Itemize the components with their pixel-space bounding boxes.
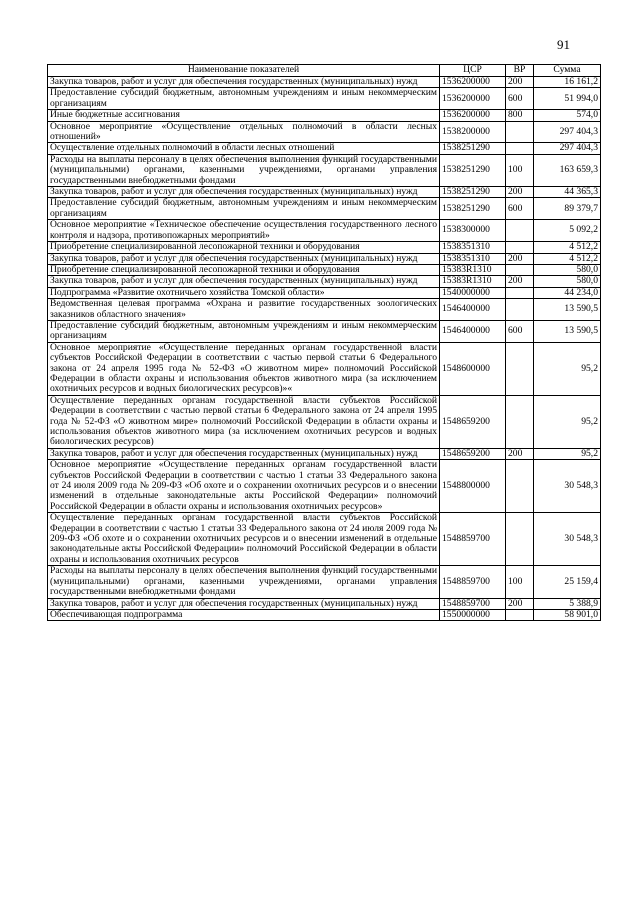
row-name-cell: Основное мероприятие «Техническое обеспечение осуществления государственного лесного контроля и надзора, противопожарных мероприятий»: [48, 220, 440, 242]
row-vr-cell: [506, 143, 534, 154]
row-csr-cell: 1536200000: [440, 110, 506, 121]
table-row: [48, 143, 601, 154]
row-sum-cell: 30 548,3: [534, 513, 601, 566]
row-sum-cell: 30 548,3: [534, 460, 601, 513]
table-row: [48, 242, 601, 253]
table-row: [48, 88, 601, 110]
row-csr-cell: 1536200000: [440, 77, 506, 88]
row-sum-cell: 5 092,2: [534, 220, 601, 242]
row-sum-cell: 13 590,5: [534, 320, 601, 342]
row-csr-cell: 1548859700: [440, 598, 506, 609]
table-header-row: [48, 65, 601, 77]
row-csr-cell: 1548800000: [440, 460, 506, 513]
row-sum-cell: 89 379,7: [534, 198, 601, 220]
row-csr-cell: 1538251290: [440, 143, 506, 154]
table-row: [48, 253, 601, 264]
row-csr-cell: 1538351310: [440, 242, 506, 253]
row-name-cell: Основное мероприятие «Осуществление переданных органам государственной власти субъектов Российской Федерации в соответствии с частью 1 статьи 33 Федерального закона от 24 июля 2009 года № 209-ФЗ «Об охоте и о сохранении охотничьих ресурсов и о внесении изменений в отдельные законодательные акты Российской Федерации» полномочий Российской Федерации в области охраны и использования охотничьих ресурсов»: [48, 460, 440, 513]
row-name-cell: Приобретение специализированной лесопожарной техники и оборудования: [48, 242, 440, 253]
row-name-cell: Ведомственная целевая программа «Охрана и развитие государственных зоологических заказников областного значения»: [48, 299, 440, 321]
row-csr-cell: 1538200000: [440, 121, 506, 143]
row-name-cell: Предоставление субсидий бюджетным, автономным учреждениям и иным некоммерческим организациям: [48, 88, 440, 110]
row-vr-cell: 200: [506, 448, 534, 459]
row-vr-cell: 200: [506, 598, 534, 609]
row-name-cell: Закупка товаров, работ и услуг для обеспечения государственных (муниципальных) нужд: [48, 253, 440, 264]
table-row: [48, 460, 601, 513]
header-name: Наименование показателей: [48, 65, 440, 77]
table-row: [48, 264, 601, 275]
row-vr-cell: [506, 342, 534, 395]
row-vr-cell: 100: [506, 154, 534, 186]
row-csr-cell: 1550000000: [440, 609, 506, 620]
table-row: [48, 77, 601, 88]
row-sum-cell: 51 994,0: [534, 88, 601, 110]
row-name-cell: Закупка товаров, работ и услуг для обеспечения государственных (муниципальных) нужд: [48, 276, 440, 287]
row-sum-cell: 25 159,4: [534, 566, 601, 598]
row-csr-cell: 1548659200: [440, 448, 506, 459]
row-sum-cell: 163 659,3: [534, 154, 601, 186]
row-vr-cell: 200: [506, 253, 534, 264]
row-vr-cell: 200: [506, 77, 534, 88]
row-name-cell: Предоставление субсидий бюджетным, автономным учреждениям и иным некоммерческим организациям: [48, 198, 440, 220]
row-csr-cell: 1548859700: [440, 566, 506, 598]
table-row: [48, 395, 601, 448]
row-csr-cell: 1548659200: [440, 395, 506, 448]
table-row: [48, 299, 601, 321]
row-name-cell: Осуществление отдельных полномочий в области лесных отношений: [48, 143, 440, 154]
table-row: [48, 187, 601, 198]
row-name-cell: Осуществление переданных органам государственной власти субъектов Российской Федерации в соответствии с частью 1 статьи 33 Федерального закона от 24 июля 2009 года № 209-ФЗ «Об охоте и о сохранении охотничьих ресурсов и о внесении изменений в отдельные законодательные акты Российской Федерации» полномочий Российской Федерации в области охраны и использования охотничьих ресурсов: [48, 513, 440, 566]
table-row: [48, 342, 601, 395]
row-csr-cell: 1548859700: [440, 513, 506, 566]
row-name-cell: Подпрограмма «Развитие охотничьего хозяйства Томской области»: [48, 287, 440, 298]
row-sum-cell: 95,2: [534, 448, 601, 459]
row-csr-cell: 1538251290: [440, 154, 506, 186]
budget-table: [47, 64, 601, 621]
row-sum-cell: 5 388,9: [534, 598, 601, 609]
header-vr: ВР: [506, 65, 534, 77]
row-csr-cell: 1538351310: [440, 253, 506, 264]
row-vr-cell: 100: [506, 566, 534, 598]
row-sum-cell: 580,0: [534, 264, 601, 275]
table-row: [48, 198, 601, 220]
row-vr-cell: [506, 287, 534, 298]
row-vr-cell: 200: [506, 276, 534, 287]
row-name-cell: Закупка товаров, работ и услуг для обеспечения государственных (муниципальных) нужд: [48, 77, 440, 88]
table-row: [48, 320, 601, 342]
row-name-cell: Расходы на выплаты персоналу в целях обеспечения выполнения функций государственными (муниципальными) органами, казенными учреждениями, органами управления государственными внебюджетными фондами: [48, 566, 440, 598]
row-sum-cell: 297 404,3: [534, 121, 601, 143]
row-name-cell: Обеспечивающая подпрограмма: [48, 609, 440, 620]
row-csr-cell: 1546400000: [440, 299, 506, 321]
table-row: [48, 276, 601, 287]
row-vr-cell: 200: [506, 187, 534, 198]
row-sum-cell: 580,0: [534, 276, 601, 287]
row-vr-cell: [506, 395, 534, 448]
row-vr-cell: 600: [506, 198, 534, 220]
row-name-cell: Закупка товаров, работ и услуг для обеспечения государственных (муниципальных) нужд: [48, 598, 440, 609]
row-name-cell: Закупка товаров, работ и услуг для обеспечения государственных (муниципальных) нужд: [48, 448, 440, 459]
header-sum: Сумма: [534, 65, 601, 77]
row-sum-cell: 297 404,3: [534, 143, 601, 154]
table-row: [48, 609, 601, 620]
table-row: [48, 448, 601, 459]
row-vr-cell: [506, 121, 534, 143]
row-csr-cell: 15383R1310: [440, 264, 506, 275]
row-sum-cell: 16 161,2: [534, 77, 601, 88]
row-sum-cell: 574,0: [534, 110, 601, 121]
row-name-cell: Приобретение специализированной лесопожарной техники и оборудования: [48, 264, 440, 275]
row-vr-cell: 600: [506, 320, 534, 342]
row-vr-cell: [506, 242, 534, 253]
row-vr-cell: [506, 609, 534, 620]
row-csr-cell: 1536200000: [440, 88, 506, 110]
row-sum-cell: 13 590,5: [534, 299, 601, 321]
row-csr-cell: 1546400000: [440, 320, 506, 342]
row-vr-cell: 800: [506, 110, 534, 121]
row-vr-cell: [506, 513, 534, 566]
row-vr-cell: [506, 460, 534, 513]
table-body: [48, 77, 601, 621]
row-name-cell: Осуществление переданных органам государственной власти субъектов Российской Федерации в соответствии с частью первой статьи 6 Федерального закона от 24 апреля 1995 года № 52-ФЗ «О животном мире» полномочий Российской Федерации в области охраны и использования объектов животного мира (за исключением охотничьих ресурсов и водных биологических ресурсов): [48, 395, 440, 448]
page-number: 91: [557, 37, 570, 52]
row-sum-cell: 4 512,2: [534, 253, 601, 264]
table-row: [48, 566, 601, 598]
row-name-cell: Предоставление субсидий бюджетным, автономным учреждениям и иным некоммерческим организациям: [48, 320, 440, 342]
row-sum-cell: 44 365,3: [534, 187, 601, 198]
row-vr-cell: 600: [506, 88, 534, 110]
row-sum-cell: 95,2: [534, 342, 601, 395]
row-sum-cell: 44 234,0: [534, 287, 601, 298]
row-csr-cell: 1548600000: [440, 342, 506, 395]
row-name-cell: Иные бюджетные ассигнования: [48, 110, 440, 121]
table-row: [48, 110, 601, 121]
table-row: [48, 154, 601, 186]
table-row: [48, 598, 601, 609]
row-vr-cell: [506, 299, 534, 321]
row-sum-cell: 95,2: [534, 395, 601, 448]
row-name-cell: Закупка товаров, работ и услуг для обеспечения государственных (муниципальных) нужд: [48, 187, 440, 198]
table-row: [48, 513, 601, 566]
row-name-cell: Расходы на выплаты персоналу в целях обеспечения выполнения функций государственными (муниципальными) органами, казенными учреждениями, органами управления государственными внебюджетными фондами: [48, 154, 440, 186]
row-csr-cell: 1540000000: [440, 287, 506, 298]
table-row: [48, 287, 601, 298]
row-csr-cell: 1538251290: [440, 198, 506, 220]
row-name-cell: Основное мероприятие «Осуществление отдельных полномочий в области лесных отношений»: [48, 121, 440, 143]
row-sum-cell: 58 901,0: [534, 609, 601, 620]
row-csr-cell: 1538251290: [440, 187, 506, 198]
table-row: [48, 121, 601, 143]
row-vr-cell: [506, 264, 534, 275]
header-csr: ЦСР: [440, 65, 506, 77]
table-row: [48, 220, 601, 242]
row-csr-cell: 15383R1310: [440, 276, 506, 287]
row-sum-cell: 4 512,2: [534, 242, 601, 253]
row-csr-cell: 1538300000: [440, 220, 506, 242]
row-vr-cell: [506, 220, 534, 242]
row-name-cell: Основное мероприятие «Осуществление переданных органам государственной власти субъектов Российской Федерации в соответствии с частью первой статьи 6 Федерального закона от 24 апреля 1995 года № 52-ФЗ «О животном мире» полномочий Российской Федерации в области охраны и использования объектов животного мира (за исключением охотничьих ресурсов и водных биологических ресурсов)»«: [48, 342, 440, 395]
